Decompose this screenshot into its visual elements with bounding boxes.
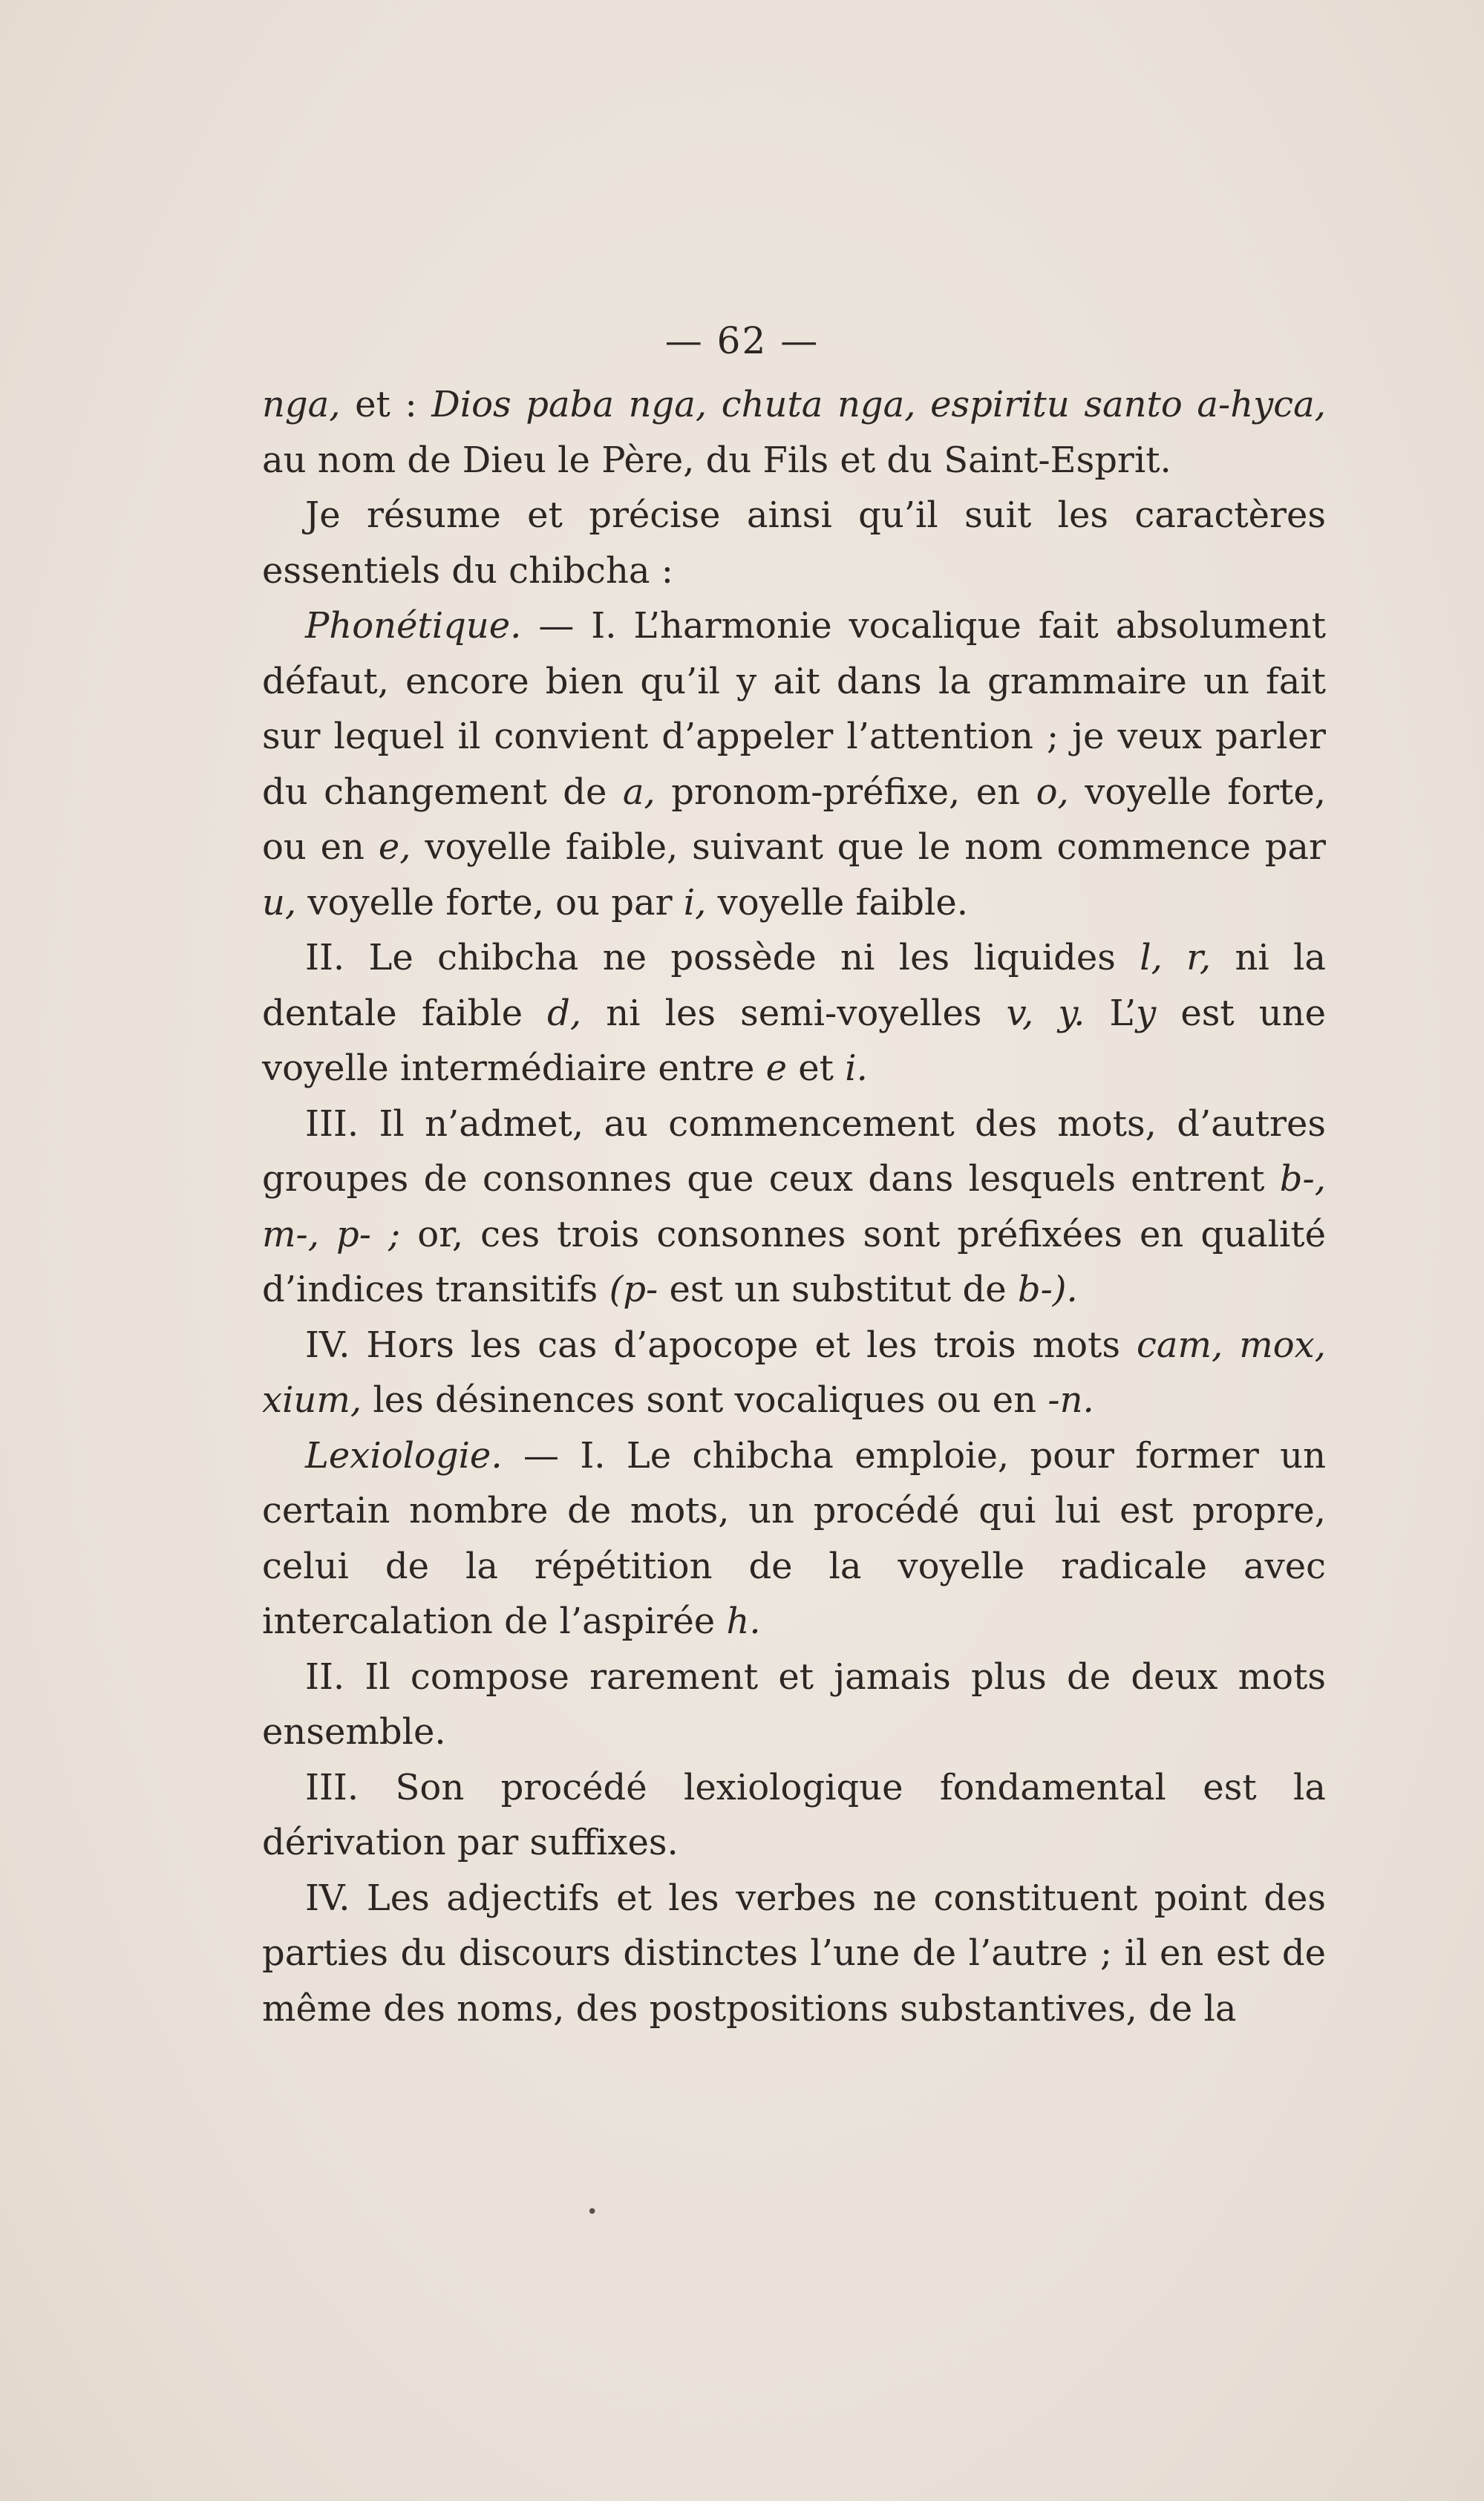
paragraph-lexiologie-3: III. Son procédé lexiologique fondamental est la dérivation par suffixes. xyxy=(262,1766,1326,1863)
paragraph-phonetique-4: IV. Hors les cas d’apocope et les trois mots cam, mox, xium, les désinences sont vocaliques ou en -n. xyxy=(262,1324,1326,1421)
footer-mark: • xyxy=(586,2201,598,2223)
page-number: — 62 — xyxy=(664,319,820,362)
paragraph-1: nga, et : Dios paba nga, chuta nga, espiritu santo a-hyca, au nom de Dieu le Père, du Fils et du Saint-Esprit. xyxy=(262,384,1326,481)
paragraph-2: Je résume et précise ainsi qu’il suit les caractères essentiels du chibcha : xyxy=(262,494,1326,592)
paragraph-phonetique-3: III. Il n’admet, au commencement des mots, d’autres groupes de consonnes que ceux dans lesquels entrent b-, m-, p- ; or, ces trois consonnes sont préfixées en qualité d’indices transitifs (p- est un substitut de b-). xyxy=(262,1102,1327,1310)
body-text xyxy=(262,377,1326,2036)
paragraph-lexiologie-1: Lexiologie. — I. Le chibcha emploie, pour former un certain nombre de mots, un procédé qui lui est propre, celui de la répétition de la voyelle radicale avec intercalation de l’aspirée h. xyxy=(262,1434,1326,1642)
paragraph-phonetique-1: Phonétique. — I. L’harmonie vocalique fait absolument défaut, encore bien qu’il y ait dans la grammaire un fait sur lequel il convient d’appeler l’attention ; je veux parler du changement de a, pronom-préfixe, en o, voyelle forte, ou en e, voyelle faible, suivant que le nom commence par u, voyelle forte, ou par i, voyelle faible. xyxy=(262,605,1326,923)
paragraph-lexiologie-2: II. Il compose rarement et jamais plus de deux mots ensemble. xyxy=(262,1655,1326,1753)
paragraph-lexiologie-4: IV. Les adjectifs et les verbes ne constituent point des parties du discours distinctes l’une de l’autre ; il en est de même des noms, des postpositions substantives, de la xyxy=(262,1877,1326,2030)
paragraph-phonetique-2: II. Le chibcha ne possède ni les liquides l, r, ni la dentale faible d, ni les semi-voyelles v, y. L’y est une voyelle intermédiaire entre e et i. xyxy=(262,937,1327,1089)
